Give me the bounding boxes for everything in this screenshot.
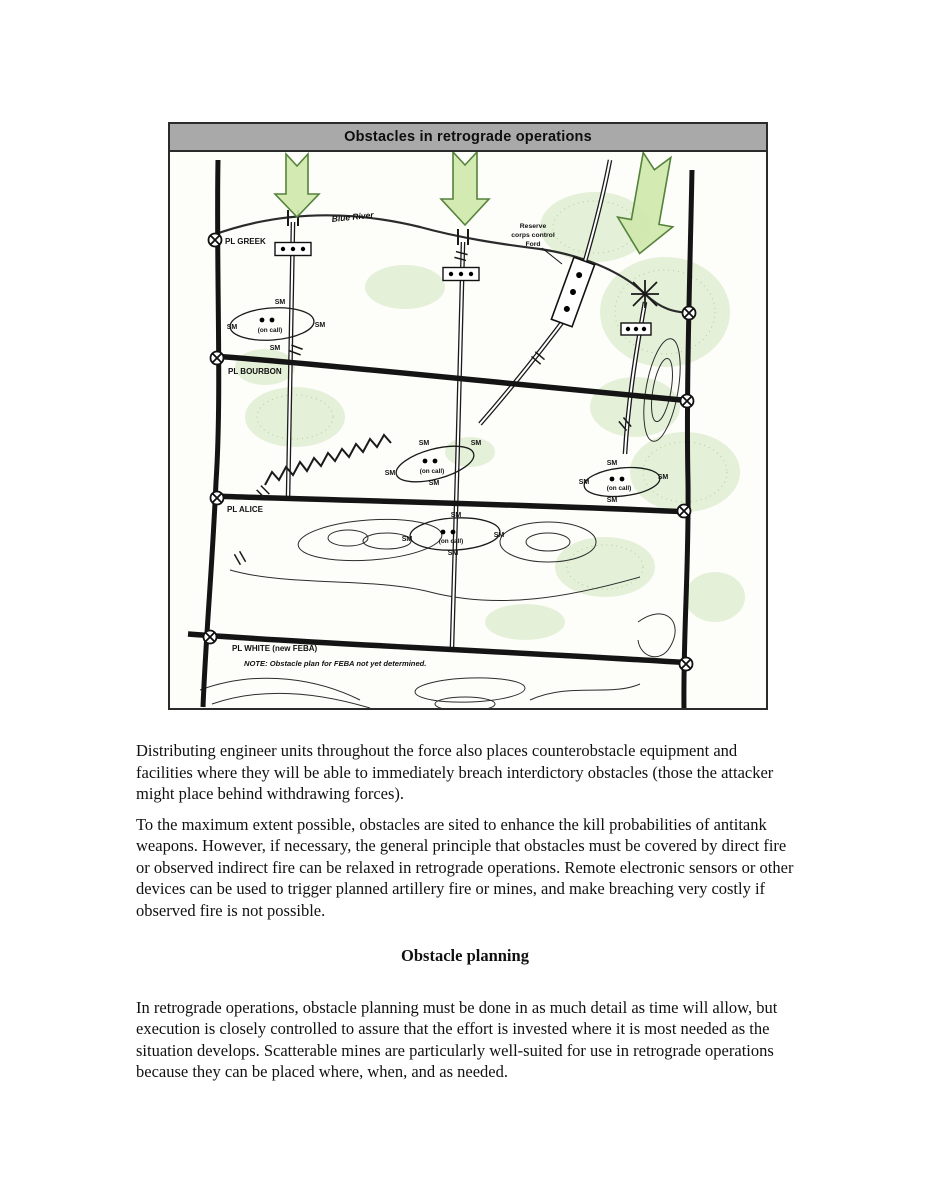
body-text (136, 740, 794, 1092)
reserve-label-line2: corps control (511, 232, 555, 239)
paragraph-planning: In retrograde operations, obstacle planning must be done in as much detail as time will allow, but execution is closely controlled to assure that the effort is invested where it is most needed as the situation develops. Scatterable mines are particularly well-suited for use in retrograde operations because they can be placed where, when, and as needed. (136, 997, 778, 1081)
sm-label: SM (418, 440, 430, 447)
note-label: NOTE: Obstacle plan for FEBA not yet determined. (244, 659, 427, 668)
on-call-label: (on call) (419, 468, 445, 475)
figure-obstacles-map (168, 122, 768, 710)
pl-bourbon-label: PL BOURBON (228, 367, 282, 376)
sm-label: SM (447, 550, 459, 557)
river-label: Blue River (331, 209, 375, 224)
sm-label: SM (384, 470, 396, 477)
sm-label: SM (226, 324, 238, 331)
paragraph-counterobstacle: Distributing engineer units throughout the force also places counterobstacle equipment and facilities where they will be able to immediately breach interdictory obstacles (those the attacker might place behind withdrawing forces). (136, 741, 774, 803)
on-call-label: (on call) (438, 538, 464, 545)
figure-title: Obstacles in retrograde operations (170, 124, 766, 152)
reserve-label-line1: Reserve (519, 223, 547, 230)
enemy-arrow-icon (275, 154, 319, 217)
sm-label: SM (269, 345, 281, 352)
sm-label: SM (314, 322, 326, 329)
ford-symbol (631, 280, 659, 308)
on-call-label: (on call) (606, 485, 632, 492)
pl-greek-label: PL GREEK (225, 237, 266, 246)
sm-label: SM (493, 532, 505, 539)
sm-label: SM (401, 536, 413, 543)
reserve-label-line3: Ford (525, 241, 541, 248)
pl-alice-label: PL ALICE (227, 505, 264, 514)
minefield-symbol (227, 299, 326, 352)
section-heading: Obstacle planning (401, 946, 529, 965)
on-call-label: (on call) (257, 327, 283, 334)
pl-white-label: PL WHITE (new FEBA) (232, 644, 318, 653)
sm-label: SM (657, 474, 669, 481)
paragraph-siting: To the maximum extent possible, obstacles are sited to enhance the kill probabilities of antitank weapons. However, if necessary, the general principle that obstacles must be covered by direct fire or observed indirect fire can be relaxed in retrograde operations. Remote electronic sensors or other devices can be used to trigger planned artillery fire or mines, and make breaching very costly if observed fire is not possible. (136, 814, 794, 920)
vegetation-areas (235, 192, 745, 640)
sm-label: SM (470, 440, 482, 447)
sm-label: SM (606, 497, 618, 504)
sm-label: SM (450, 512, 462, 519)
sm-label: SM (274, 299, 286, 306)
sm-label: SM (578, 479, 590, 486)
map-graphic (170, 152, 766, 708)
enemy-arrow-icon (441, 152, 489, 225)
sm-label: SM (428, 480, 440, 487)
phase-line-alice (213, 496, 690, 512)
sm-label: SM (606, 460, 618, 467)
